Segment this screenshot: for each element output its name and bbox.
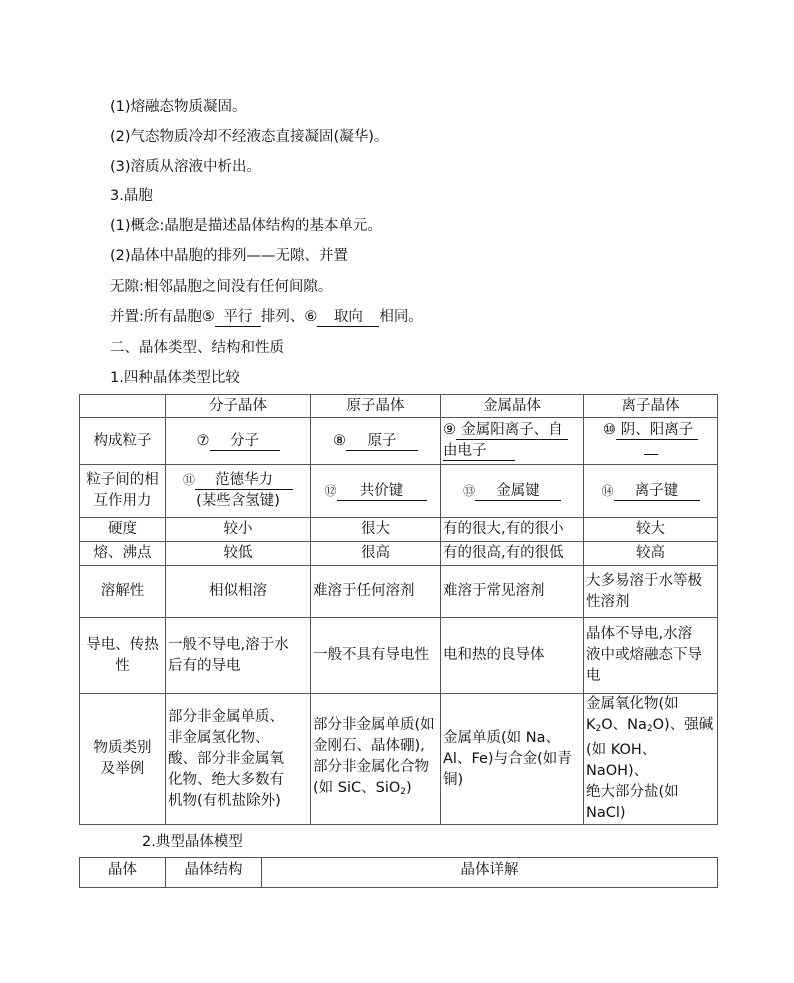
cell-text: 后有的导电: [168, 657, 241, 674]
label-text: 性: [115, 657, 130, 674]
cell-text: 部分非金属单质(如: [313, 717, 435, 733]
cell-text: 晶体不导电,水溶: [586, 626, 693, 642]
cell-text: 性溶剂: [586, 593, 630, 610]
blank-answer: 原子: [346, 432, 418, 451]
blank-answer: 阴、阳离子: [616, 421, 698, 440]
table-cell: 很高: [311, 542, 441, 566]
circled-number: ⑭: [601, 483, 614, 498]
table-cell: 较大: [584, 518, 718, 542]
text-line: (1)熔融态物质凝固。: [110, 99, 247, 115]
section-heading: 二、晶体类型、结构和性质: [110, 340, 284, 356]
blank-answer: 分子: [210, 432, 280, 451]
header-cell: 分子晶体: [166, 395, 311, 418]
cell-text: NaCl): [586, 805, 626, 821]
label-text: 互作用力: [93, 493, 152, 509]
section-heading: 3.晶胞: [110, 188, 153, 204]
table-cell: [584, 418, 718, 465]
circled-number: ⑦: [196, 432, 210, 449]
blank-answer: 范德华力: [195, 471, 293, 490]
text-line: (1)概念:晶胞是描述晶体结构的基本单元。: [110, 218, 382, 234]
table-cell: 相似相溶: [166, 566, 311, 618]
table-cell: 较低: [166, 542, 311, 566]
cell-text: 部分非金属单质、: [168, 708, 284, 725]
cell-text: O)、强碱: [652, 717, 714, 733]
cell-text: Al、Fe)与合金(如青: [443, 750, 572, 767]
table-cell: [311, 465, 441, 518]
circled-number: ⑫: [324, 483, 337, 498]
blank-answer: 平行: [215, 308, 261, 327]
subscript: 2: [595, 724, 602, 734]
text-line: 无隙:相邻晶胞之间没有任何间隙。: [110, 279, 333, 295]
table-cell: [166, 618, 311, 694]
cell-text: 金属氧化物(如: [586, 696, 679, 712]
cell-text: 绝大部分盐(如: [586, 784, 679, 800]
cell-text: 电: [586, 668, 601, 684]
row-label: [80, 618, 166, 694]
text: 相同。: [379, 309, 423, 325]
cell-text: 一般不导电,溶于水: [168, 636, 289, 653]
crystal-model-table: [79, 857, 718, 888]
header-cell: 原子晶体: [311, 395, 441, 418]
row-label: [80, 465, 166, 518]
cell-text: (如 SiC、SiO: [313, 780, 401, 796]
table-cell: [584, 566, 718, 618]
cell-text: K: [586, 717, 596, 733]
cell-text: 化物、绝大多数有: [168, 771, 284, 788]
blank-answer: [644, 454, 658, 455]
table-cell: 有的很高,有的很低: [441, 542, 584, 566]
table-cell: [311, 694, 441, 825]
label-text: 及举例: [100, 761, 145, 777]
circled-number: ⑪: [182, 473, 195, 487]
header-cell: 离子晶体: [584, 395, 718, 418]
header-cell: 金属晶体: [441, 395, 584, 418]
cell-text: 机物(有机盐除外): [168, 792, 281, 809]
text-line: (3)溶质从溶液中析出。: [110, 159, 262, 175]
text-line: (2)晶体中晶胞的排列——无隙、并置: [110, 248, 349, 264]
table-cell: [441, 694, 584, 825]
text: 并置:所有晶胞⑤: [110, 309, 215, 325]
table-cell: [441, 418, 584, 465]
header-cell: 晶体结构: [166, 858, 262, 888]
circled-number: ⑧: [333, 432, 346, 449]
table-cell: 有的很大,有的很小: [441, 518, 584, 542]
table-cell: [166, 418, 311, 465]
table-cell: [166, 694, 311, 825]
blank-answer: 金属键: [475, 482, 561, 501]
table-cell: [584, 465, 718, 518]
cell-text: (某些含氢键): [196, 493, 280, 509]
header-cell: [80, 395, 166, 418]
crystal-comparison-table: [79, 394, 718, 825]
table-cell: 较高: [584, 542, 718, 566]
blank-answer: 取向: [317, 308, 379, 327]
header-cell: 晶体: [80, 858, 166, 888]
cell-text: 部分非金属化合物: [313, 759, 429, 775]
table-cell: 难溶于任何溶剂: [311, 566, 441, 618]
subscript: 2: [400, 787, 407, 797]
header-cell: 晶体详解: [262, 858, 718, 888]
text-line: (2)气态物质冷却不经液态直接凝固(凝华)。: [110, 129, 389, 145]
table-cell: 电和热的良导体: [441, 618, 584, 694]
row-label: 硬度: [80, 518, 166, 542]
cell-text: O、Na: [601, 717, 647, 733]
table-cell: [584, 694, 718, 825]
row-label: [80, 694, 166, 825]
circled-number: ⑩: [603, 422, 616, 438]
cell-text: 金属单质(如 Na、: [443, 729, 560, 746]
row-label: 构成粒子: [80, 418, 166, 465]
table-cell: 较小: [166, 518, 311, 542]
blank-answer: 金属阳离子、自: [456, 421, 568, 440]
table-cell: 很大: [311, 518, 441, 542]
cell-text: 金刚石、晶体硼),: [313, 738, 425, 754]
table-cell: [441, 465, 584, 518]
table-cell: [166, 465, 311, 518]
cell-text: 酸、部分非金属氧: [168, 750, 284, 767]
blank-answer: 离子键: [614, 482, 700, 501]
subscript: 2: [646, 724, 653, 734]
row-label: 溶解性: [80, 566, 166, 618]
subsection-heading: 1.四种晶体类型比较: [110, 370, 240, 386]
cell-text: 铜): [443, 771, 464, 788]
circled-number: ⑬: [462, 483, 475, 498]
cell-text: 非金属氢化物、: [168, 729, 270, 746]
table-cell: [584, 618, 718, 694]
text-line-fill-blank: [110, 307, 423, 327]
label-text: 导电、传热: [86, 636, 159, 653]
label-text: 粒子间的相: [86, 472, 159, 488]
cell-text: 液中或熔融态下导: [586, 647, 702, 663]
cell-text: (如 KOH、NaOH)、: [586, 742, 657, 779]
circled-number: ⑨: [443, 422, 456, 438]
label-text: 物质类别: [93, 740, 152, 756]
blank-answer: 共价键: [337, 482, 427, 501]
table-cell: 难溶于常见溶剂: [441, 566, 584, 618]
cell-text: 大多易溶于水等极: [586, 572, 702, 589]
table-cell: [311, 418, 441, 465]
row-label: 熔、沸点: [80, 542, 166, 566]
cell-text: ): [406, 780, 412, 796]
table-cell: 一般不具有导电性: [311, 618, 441, 694]
subsection-heading: 2.典型晶体模型: [142, 834, 243, 850]
blank-answer: 由电子: [443, 442, 515, 461]
text: 排列、⑥: [260, 309, 318, 325]
